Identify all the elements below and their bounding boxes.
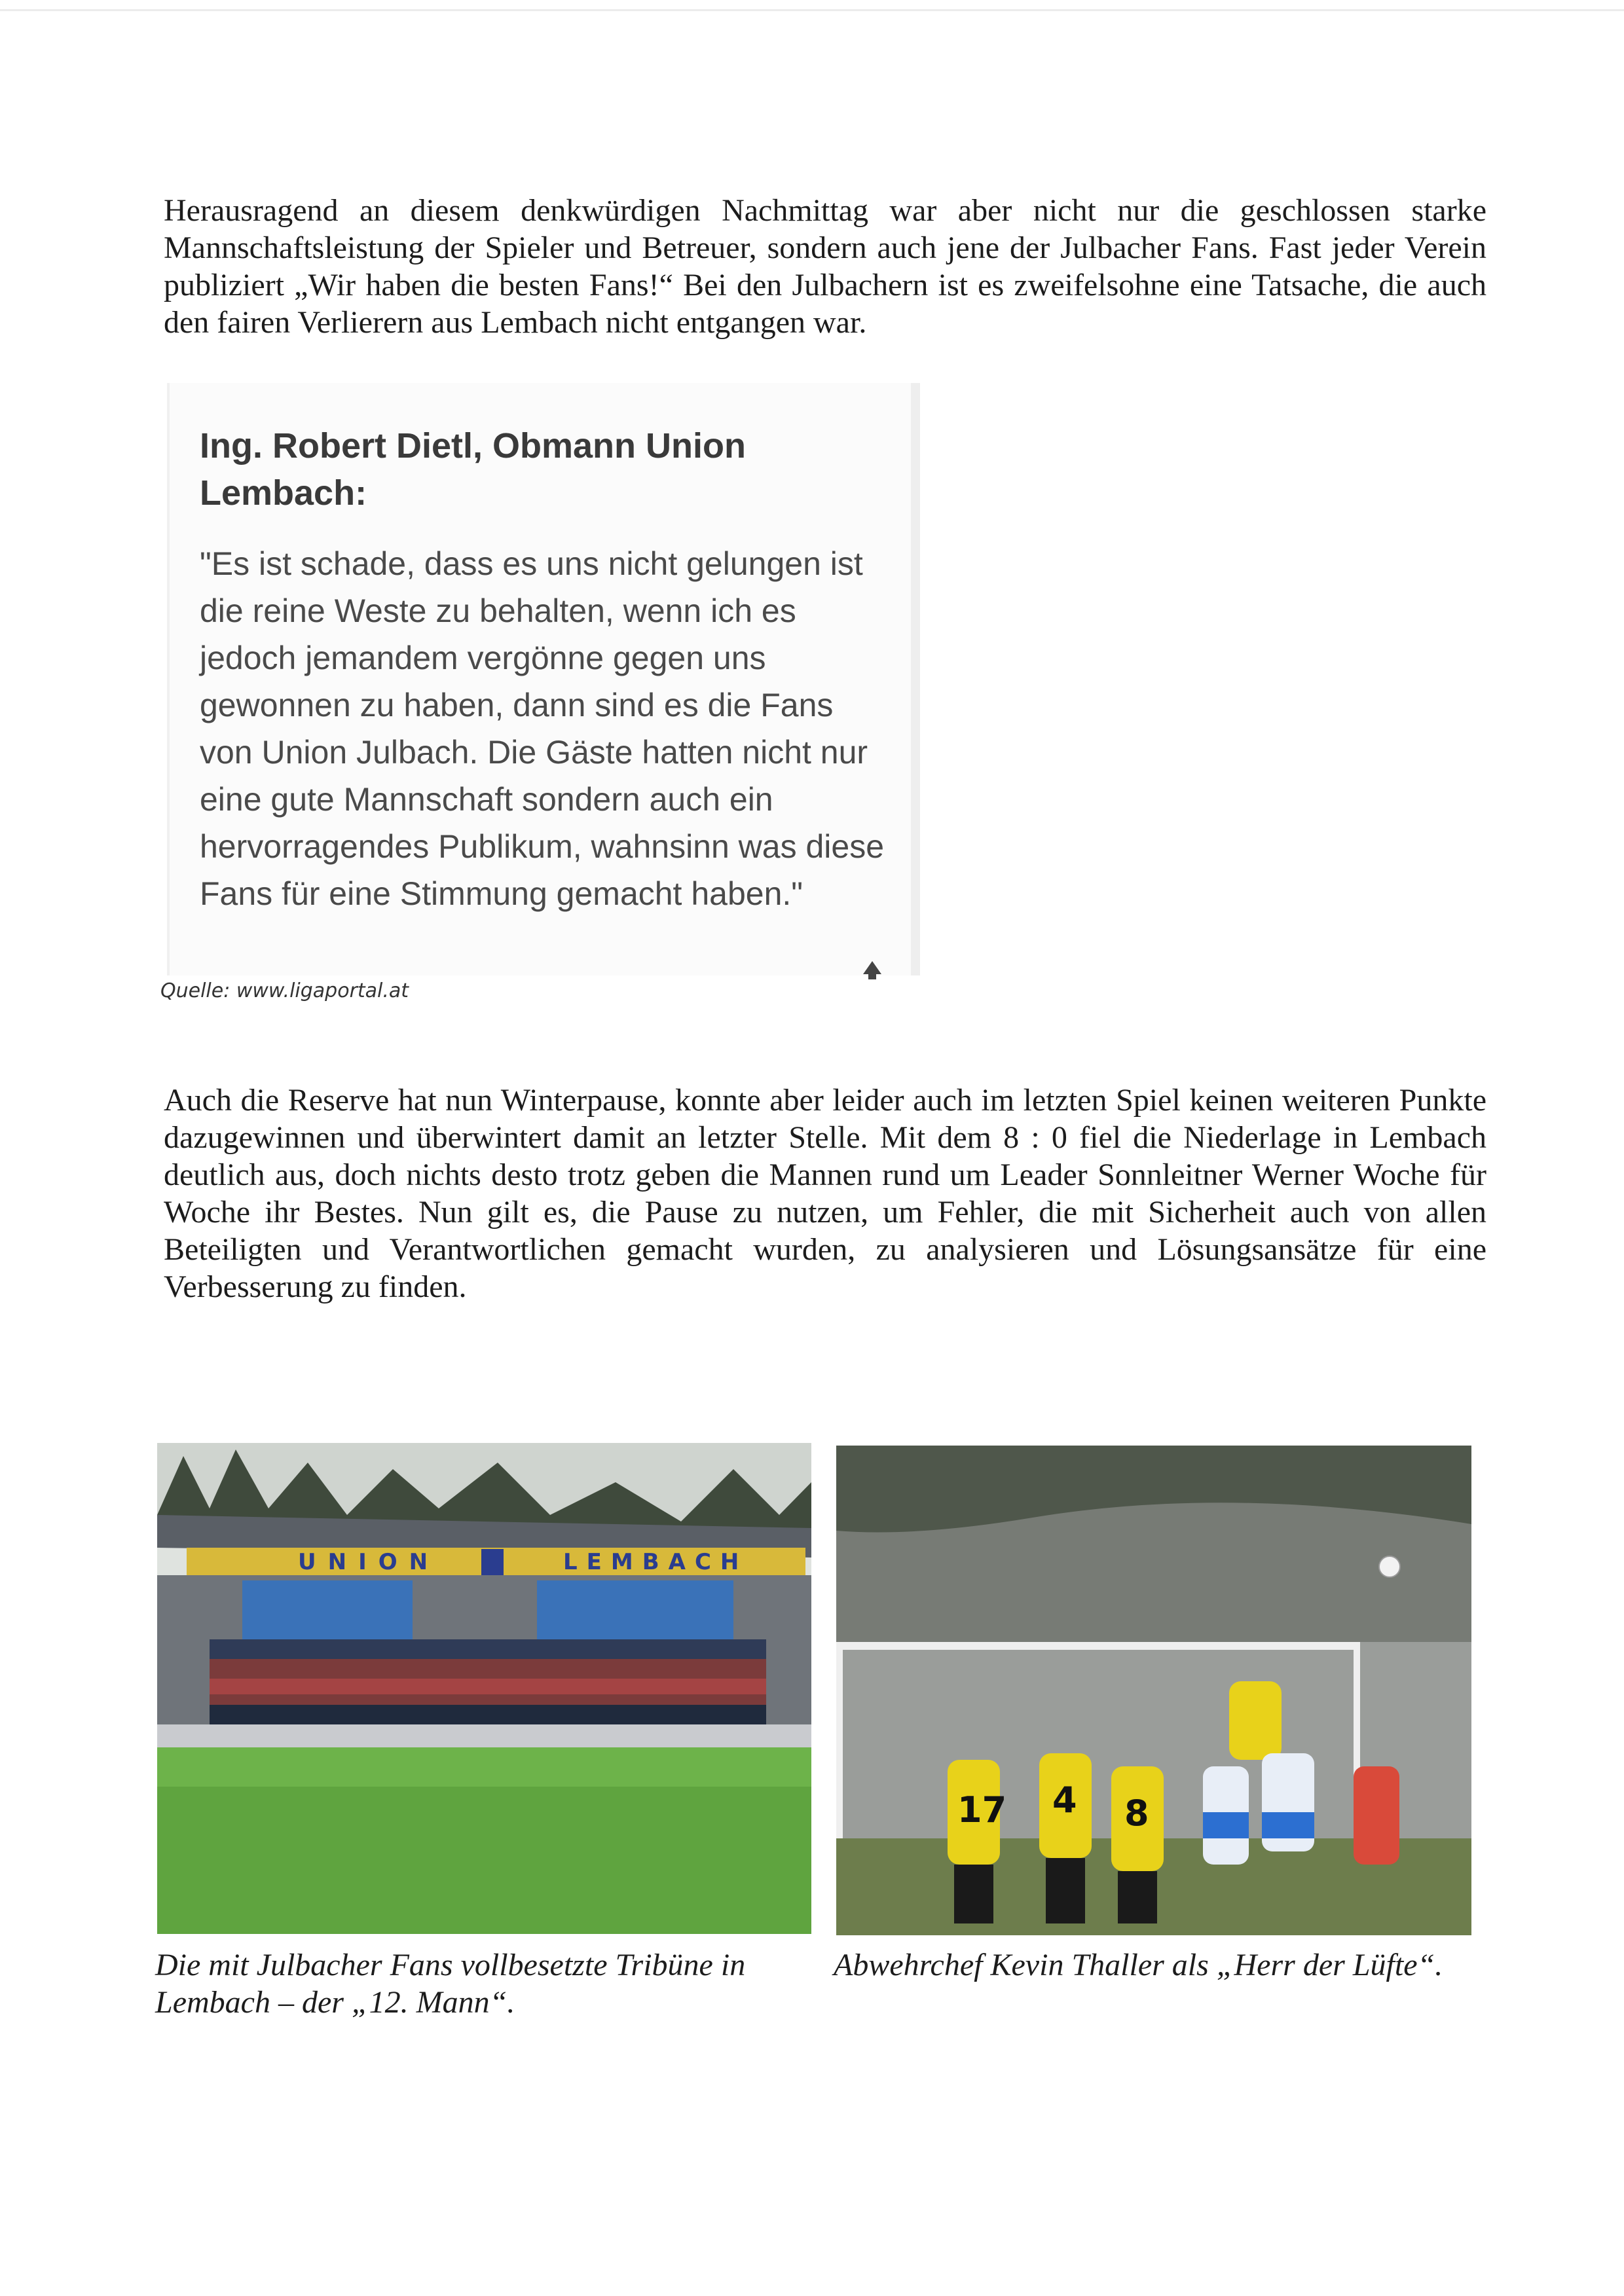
shirt-number-4: 4 (1052, 1779, 1077, 1821)
reserve-paragraph: Auch die Reserve hat nun Winterpause, konnte aber leider auch im letzten Spiel keinen weiteren Punkte dazugewinnen und überwintert damit an letzter Stelle. Mit dem 8 : 0 fiel die Niederlage in Lembach deutlich aus, doch nichts desto trotz geben die Mannen rund um Leader Sonnleitner Werner Woche für Woche ihr Bestes. Nun gilt es, die Pause zu nutzen, um Fehler, die mit Sicherheit auch von allen Beteiligten und Verantwortlichen gemacht wurden, zu analysieren und Lösungsansätze für eine Verbesserung zu finden. (164, 1083, 1486, 1304)
match-caption: Abwehrchef Kevin Thaller als „Herr der Lüfte“. (834, 1948, 1443, 1982)
shirt-number-17: 17 (957, 1789, 1007, 1831)
quote-source: Quelle: www.ligaportal.at (160, 979, 409, 1002)
banner-lembach-text: LEMBACH (563, 1549, 748, 1575)
stadium-photo (157, 1443, 811, 1934)
quote-box-right-edge (911, 383, 920, 975)
stadium-caption: Die mit Julbacher Fans vollbesetzte Tribüne in Lembach – der „12. Mann“. (155, 1948, 746, 2020)
scan-top-edge (0, 9, 1624, 11)
intro-paragraph: Herausragend an diesem denkwürdigen Nachmittag war aber nicht nur die geschlossen starke Mannschaftsleistung der Spieler und Betreuer, sondern auch jene der Julbacher Fans. Fast jeder Verein publiziert „Wir haben die besten Fans!“ Bei den Julbachern ist es zweifelsohne eine Tatsache, die auch den fairen Verlierern aus Lembach nicht entgangen war. (164, 193, 1486, 340)
shirt-number-8: 8 (1124, 1793, 1149, 1834)
banner-union-text: UNION (298, 1549, 440, 1575)
quote-box-left-edge (167, 383, 170, 975)
up-arrow-icon[interactable] (859, 957, 885, 983)
quote-text: "Es ist schade, dass es uns nicht gelungen ist die reine Weste zu behalten, wenn ich es jedoch jemandem vergönne gegen uns gewonnen zu haben, dann sind es die Fans von Union Julbach. Die Gäste hatten nicht nur eine gute Mannschaft sondern auch ein hervorragendes Publikum, wahnsinn was diese Fans für eine Stimmung gemacht haben." (200, 545, 885, 912)
match-photo (836, 1446, 1471, 1935)
ball-icon (1379, 1556, 1400, 1577)
quote-title: Ing. Robert Dietl, Obmann Union Lembach: (200, 426, 746, 513)
quote-box (167, 383, 920, 975)
